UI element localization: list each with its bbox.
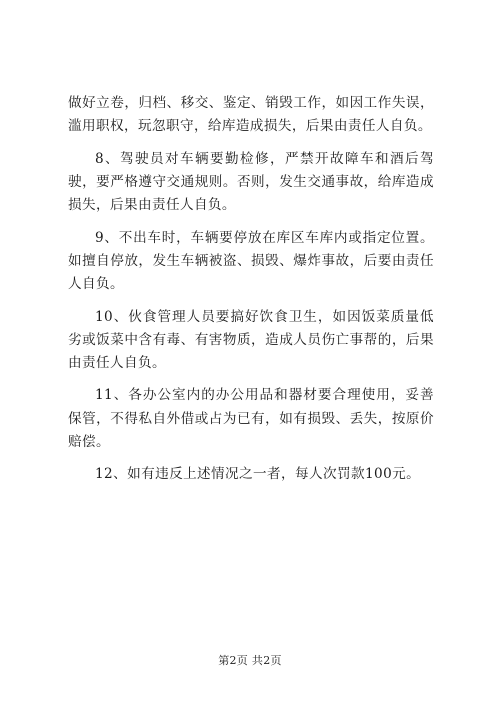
paragraph-item-12: 12、如有违反上述情况之一者，每人次罚款100元。 [95, 466, 421, 483]
paragraph-item-11: 11、各办公室内的办公用品和器材要合理使用，妥善保管，不得私自外借或占为已有，如有损毁、丢失，按原价赔偿。 [68, 387, 434, 450]
paragraph-item-9: 9、不出车时，车辆要停放在库区车库内或指定位置。如擅自停放，发生车辆被盗、损毁、爆炸事故，后要由责任人自负。 [68, 229, 434, 293]
paragraph-item-10: 10、伙食管理人员要搞好饮食卫生，如因饭菜质量低劣或饭菜中含有毒、有害物质，造成人员伤亡事帮的，后果由责任人自负。 [68, 308, 434, 371]
page-footer: 第2页 共2页 [218, 654, 282, 667]
paragraph-continuation: 做好立卷，归档、移交、鉴定、销毁工作，如因工作失误，滥用职权，玩忽职守，给库造成损失，后果由责任人自负。 [68, 95, 434, 135]
document-body [68, 92, 434, 496]
paragraph-item-8: 8、驾驶员对车辆要勤检修，严禁开故障车和酒后驾驶，要严格遵守交通规则。否则，发生交通事故，给库造成损失，后果由责任人自负。 [68, 150, 434, 214]
